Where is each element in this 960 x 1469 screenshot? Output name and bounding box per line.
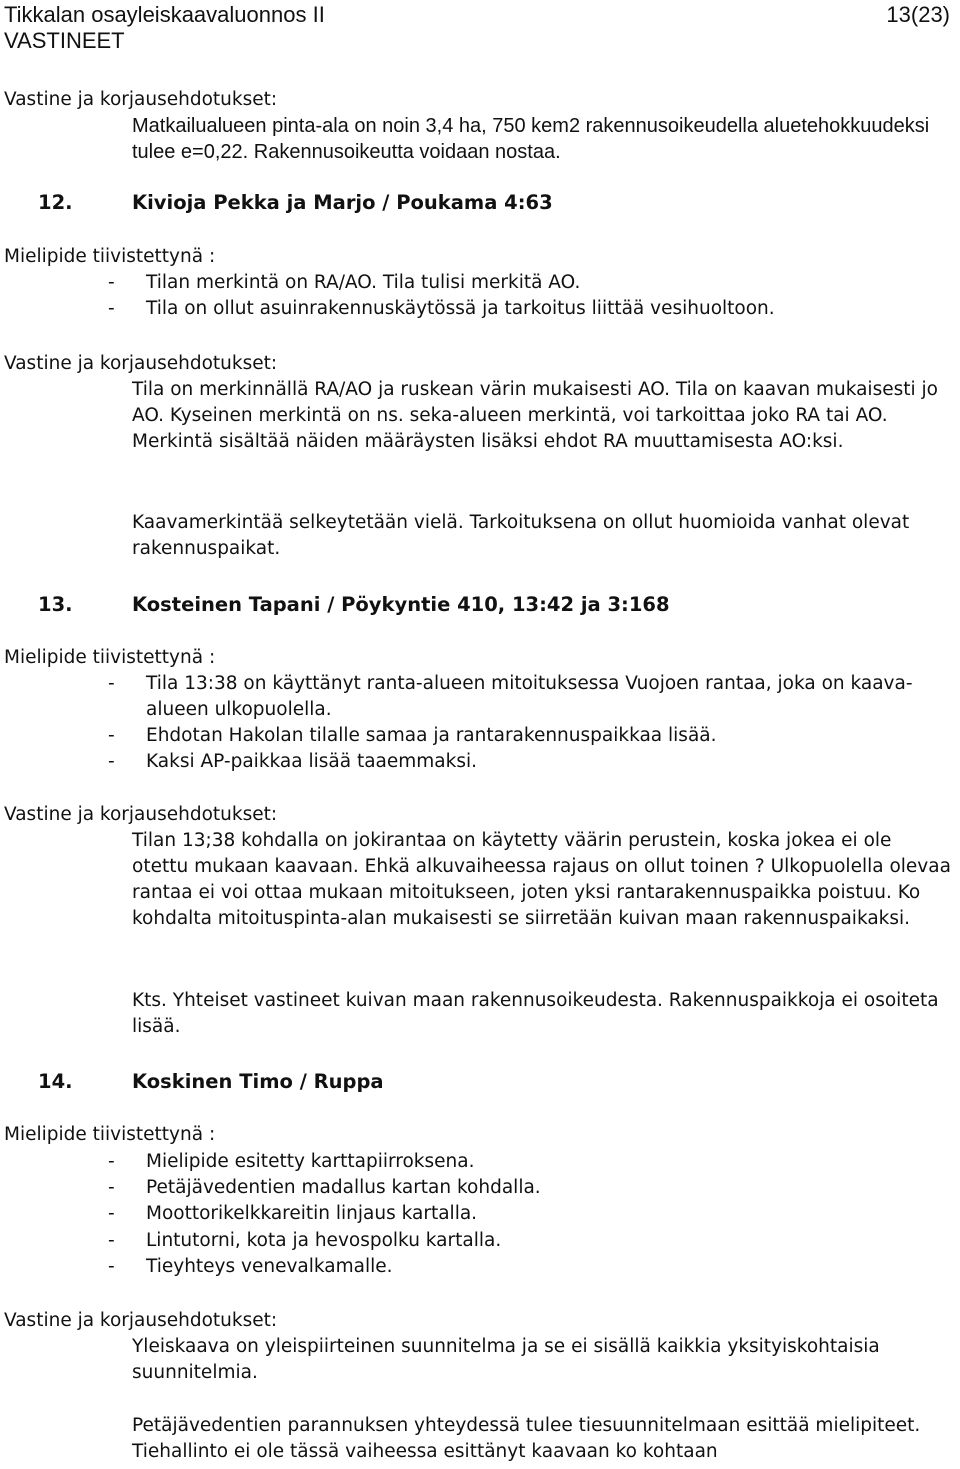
response-label: Vastine ja korjausehdotukset: xyxy=(4,1310,278,1331)
response-text: Kts. Yhteiset vastineet kuivan maan rakennusoikeudesta. Rakennuspaikkoja ei osoiteta lisää. xyxy=(132,990,939,1037)
opinion-label: Mielipide tiivistettynä : xyxy=(4,647,216,668)
response-text: Petäjävedentien parannuksen yhteydessä tulee tiesuunnitelmaan esittää mielipiteet. Tiehallinto ei ole tässä vaiheessa esittänyt kaavaan ko kohtaan xyxy=(132,1415,921,1462)
response-text: Matkailualueen pinta-ala on noin 3,4 ha, 750 kem2 rakennusoikeudella aluetehokkuudeksi tulee e=0,22. Rakennusoikeutta voidaan nostaa. xyxy=(132,115,930,163)
list-item: - Petäjävedentien madallus kartan kohdalla. xyxy=(108,1177,541,1198)
section-number: 14. xyxy=(38,1070,73,1093)
response-text: Tilan 13;38 kohdalla on jokirantaa on käytetty väärin perustein, koska jokea ei ole otettu mukaan kaavaan. Ehkä alkuvaiheessa rajaus on ollut toinen ? Ulkopuolella olevaa rantaa ei voi ottaa mukaan mitoitukseen, joten yksi rantarakennuspaikka poistuu. Ko kohdalta mitoituspinta-alan mukaisesti se siirretään kuivan maan rakennuspaikaksi. xyxy=(132,830,951,929)
response-text: Yleiskaava on yleispiirteinen suunnitelma ja se ei sisällä kaikkia yksityiskohtaisia suunnitelmia. xyxy=(132,1336,880,1383)
list-item: - Moottorikelkkareitin linjaus kartalla. xyxy=(108,1203,478,1224)
list-item: - Lintutorni, kota ja hevospolku kartalla. xyxy=(108,1230,502,1251)
list-item: - Kaksi AP-paikkaa lisää taaemmaksi. xyxy=(108,751,478,772)
response-label: Vastine ja korjausehdotukset: xyxy=(4,353,278,374)
list-item: - Tila 13:38 on käyttänyt ranta-alueen mitoituksessa Vuojoen rantaa, joka on kaava-alueen ulkopuolella. xyxy=(108,673,913,720)
list-item: - Tilan merkintä on RA/AO. Tila tulisi merkitä AO. xyxy=(108,272,581,293)
section-title: Kivioja Pekka ja Marjo / Poukama 4:63 xyxy=(132,191,553,214)
list-item: - Tieyhteys venevalkamalle. xyxy=(108,1256,393,1277)
page-number: 13(23) xyxy=(886,2,950,27)
section-title: Koskinen Timo / Ruppa xyxy=(132,1070,384,1093)
list-item: - Ehdotan Hakolan tilalle samaa ja rantarakennuspaikkaa lisää. xyxy=(108,725,717,746)
list-item: - Tila on ollut asuinrakennuskäytössä ja tarkoitus liittää vesihuoltoon. xyxy=(108,298,775,319)
opinion-label: Mielipide tiivistettynä : xyxy=(4,1124,216,1145)
section-title: Kosteinen Tapani / Pöykyntie 410, 13:42 ja 3:168 xyxy=(132,593,670,616)
response-text: Tila on merkinnällä RA/AO ja ruskean värin mukaisesti AO. Tila on kaavan mukaisesti jo AO. Kyseinen merkintä on ns. seka-alueen merkintä, voi tarkoittaa joko RA tai AO. Merkintä sisältää näiden määräysten lisäksi ehdot RA muuttamisesta AO:ksi. xyxy=(132,379,938,452)
document-subtitle: VASTINEET xyxy=(4,28,125,53)
section-number: 13. xyxy=(38,593,73,616)
section-number: 12. xyxy=(38,191,73,214)
opinion-label: Mielipide tiivistettynä : xyxy=(4,246,216,267)
document-title: Tikkalan osayleiskaavaluonnos II xyxy=(4,2,325,27)
list-item: - Mielipide esitetty karttapiirroksena. xyxy=(108,1151,475,1172)
response-text: Kaavamerkintää selkeytetään vielä. Tarkoituksena on ollut huomioida vanhat olevat rakennuspaikat. xyxy=(132,512,910,559)
response-label: Vastine ja korjausehdotukset: xyxy=(4,89,278,110)
response-label: Vastine ja korjausehdotukset: xyxy=(4,804,278,825)
